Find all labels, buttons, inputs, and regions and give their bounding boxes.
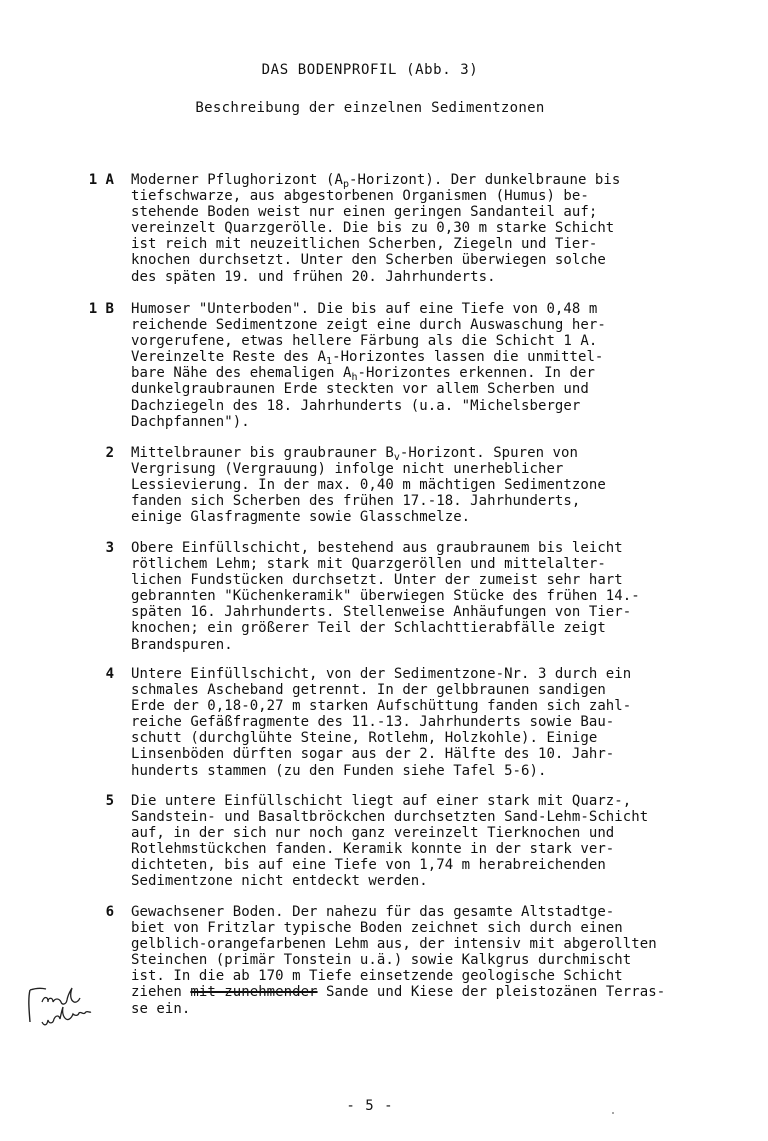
text-segment: fanden sich Scherben des frühen 17.-18. Jahrhunderts, bbox=[131, 493, 581, 510]
text-segment: rötlichem Lehm; stark mit Quarzgeröllen und mittelalter- bbox=[131, 556, 606, 573]
text-segment: gelblich-orangefarbenen Lehm aus, der intensiv mit abgerollten bbox=[131, 936, 657, 953]
text-line bbox=[131, 1001, 731, 1017]
scan-speck bbox=[612, 1112, 614, 1114]
text-line bbox=[131, 984, 731, 1000]
text-line bbox=[131, 698, 731, 714]
text-segment: einige Glasfragmente sowie Glasschmelze. bbox=[131, 509, 471, 526]
entry-text bbox=[131, 301, 731, 430]
text-segment: knochen; ein größerer Teil der Schlachttierabfälle zeigt bbox=[131, 620, 606, 637]
text-segment: -Horizontes lassen die unmittel- bbox=[332, 349, 604, 366]
text-line bbox=[131, 904, 731, 920]
text-line bbox=[131, 920, 731, 936]
text-segment: Humoser "Unterboden". Die bis auf eine Tiefe von 0,48 m bbox=[131, 301, 598, 317]
text-segment: -Horizont. Spuren von bbox=[399, 445, 578, 461]
text-segment: tiefschwarze, aus abgestorbenen Organismen (Humus) be- bbox=[131, 188, 589, 205]
text-segment: späten 16. Jahrhunderts. Stellenweise Anhäufungen von Tier- bbox=[131, 604, 632, 621]
text-line bbox=[131, 857, 731, 873]
text-segment: knochen durchsetzt. Unter den Scherben überwiegen solche bbox=[131, 252, 606, 269]
text-segment: reichende Sedimentzone zeigt eine durch Auswaschung her- bbox=[131, 317, 606, 334]
page-number: - 5 - bbox=[346, 1098, 394, 1114]
text-segment: -Horizont). Der dunkelbraune bis bbox=[349, 172, 621, 188]
text-line bbox=[131, 540, 731, 556]
text-line bbox=[131, 604, 731, 620]
text-segment: reiche Gefäßfragmente des 11.-13. Jahrhunderts sowie Bau- bbox=[131, 714, 615, 731]
text-segment: auf, in der sich nur noch ganz vereinzelt Tierknochen und bbox=[131, 825, 615, 842]
text-segment: Linsenböden dürften sogar aus der 2. Hälfte des 10. Jahr- bbox=[131, 746, 615, 763]
text-line bbox=[131, 588, 731, 604]
text-line bbox=[131, 936, 731, 952]
text-segment: Vergrisung (Vergrauung) infolge nicht unerheblicher bbox=[131, 461, 564, 478]
text-segment: Moderner Pflughorizont (A bbox=[131, 172, 343, 188]
entry-text bbox=[131, 904, 731, 1017]
page-title: DAS BODENPROFIL (Abb. 3) bbox=[261, 62, 479, 78]
text-line bbox=[131, 952, 731, 968]
text-segment: Vereinzelte Reste des A bbox=[131, 349, 327, 366]
text-line bbox=[131, 188, 731, 204]
text-segment: Sande und Kiese der pleistozänen Terras- bbox=[317, 984, 666, 1001]
entry-number: 3 bbox=[105, 540, 114, 556]
text-segment: vereinzelt Quarzgerölle. Die bis zu 0,30 m starke Schicht bbox=[131, 220, 615, 237]
text-line bbox=[131, 333, 731, 349]
text-segment: ziehen bbox=[131, 984, 191, 1001]
text-segment: Untere Einfüllschicht, von der Sedimentzone-Nr. 3 durch ein bbox=[131, 666, 632, 682]
text-line bbox=[131, 714, 731, 730]
text-line bbox=[131, 398, 731, 414]
text-segment: hunderts stammen (zu den Funden siehe Tafel 5-6). bbox=[131, 762, 547, 779]
text-segment: Erde der 0,18-0,27 m starken Aufschüttung fanden sich zahl- bbox=[131, 698, 632, 715]
text-line bbox=[131, 509, 731, 525]
text-line bbox=[131, 381, 731, 397]
subscript: v bbox=[393, 452, 400, 463]
text-line bbox=[131, 763, 731, 779]
text-segment: -Horizontes erkennen. In der bbox=[357, 365, 595, 382]
text-line bbox=[131, 666, 731, 682]
text-line bbox=[131, 301, 731, 317]
text-line bbox=[131, 809, 731, 825]
text-segment: biet von Fritzlar typische Boden zeichnet sich durch einen bbox=[131, 920, 623, 937]
text-line bbox=[131, 477, 731, 493]
text-line bbox=[131, 317, 731, 333]
text-line bbox=[131, 493, 731, 509]
text-line bbox=[131, 204, 731, 220]
text-segment: Mittelbrauner bis graubrauner B bbox=[131, 445, 394, 461]
text-segment: dichteten, bis auf eine Tiefe von 1,74 m herabreichenden bbox=[131, 857, 606, 874]
entry-text bbox=[131, 540, 731, 653]
text-line bbox=[131, 414, 731, 430]
text-line bbox=[131, 220, 731, 236]
text-segment: Sandstein- und Basaltbröckchen durchsetzten Sand-Lehm-Schicht bbox=[131, 809, 649, 826]
text-line bbox=[131, 172, 731, 188]
struck-text: mit zunehmender bbox=[190, 984, 318, 1001]
handwritten-note bbox=[20, 978, 130, 1030]
text-line bbox=[131, 365, 731, 384]
entry-text bbox=[131, 666, 731, 779]
entry-number: 6 bbox=[105, 904, 114, 920]
page-subtitle: Beschreibung der einzelnen Sedimentzonen bbox=[195, 100, 545, 116]
text-segment: schutt (durchglühte Steine, Rotlehm, Holzkohle). Einige bbox=[131, 730, 598, 747]
text-segment: stehende Boden weist nur einen geringen Sandanteil auf; bbox=[131, 204, 598, 221]
entry-text bbox=[131, 172, 731, 285]
text-segment: Rotlehmstückchen fanden. Keramik konnte in der stark ver- bbox=[131, 841, 615, 858]
text-segment: Brandspuren. bbox=[131, 636, 233, 653]
text-segment: Dachpfannen"). bbox=[131, 413, 250, 430]
subscript: 1 bbox=[326, 356, 333, 368]
subscript: p bbox=[342, 179, 350, 190]
text-line bbox=[131, 269, 731, 285]
text-segment: Dachziegeln des 18. Jahrhunderts (u.a. "Michelsberger bbox=[131, 397, 581, 414]
text-line bbox=[131, 730, 731, 746]
entry-number: 5 bbox=[105, 793, 114, 809]
text-line bbox=[131, 825, 731, 841]
text-segment: Steinchen (primär Tonstein u.ä.) sowie Kalkgrus durchmischt bbox=[131, 952, 632, 969]
text-line bbox=[131, 682, 731, 698]
subscript: h bbox=[351, 372, 358, 384]
entry-number: 1 A bbox=[88, 172, 114, 188]
text-segment: vorgerufene, etwas hellere Färbung als die Schicht 1 A. bbox=[131, 333, 598, 350]
text-line bbox=[131, 968, 731, 984]
text-segment: Gewachsener Boden. Der nahezu für das gesamte Altstadtge- bbox=[131, 904, 615, 920]
text-line bbox=[131, 620, 731, 636]
text-segment: lichen Fundstücken durchsetzt. Unter der zumeist sehr hart bbox=[131, 572, 623, 589]
text-segment: Obere Einfüllschicht, bestehend aus graubraunem bis leicht bbox=[131, 540, 623, 556]
text-line bbox=[131, 236, 731, 252]
text-line bbox=[131, 445, 731, 461]
text-line bbox=[131, 637, 731, 653]
entry-number: 1 B bbox=[88, 301, 114, 317]
text-line bbox=[131, 461, 731, 477]
entry-number: 2 bbox=[105, 445, 114, 461]
text-segment: dunkelgraubraunen Erde steckten vor allem Scherben und bbox=[131, 381, 589, 398]
entry-number: 4 bbox=[105, 666, 114, 682]
text-line bbox=[131, 349, 731, 368]
entry-text bbox=[131, 445, 731, 525]
text-line bbox=[131, 841, 731, 857]
text-segment: Die untere Einfüllschicht liegt auf einer stark mit Quarz-, bbox=[131, 793, 632, 809]
text-line bbox=[131, 572, 731, 588]
entry-text bbox=[131, 793, 731, 890]
text-line bbox=[131, 873, 731, 889]
text-segment: se ein. bbox=[131, 1000, 191, 1017]
text-segment: ist. In die ab 170 m Tiefe einsetzende geologische Schicht bbox=[131, 968, 623, 985]
text-line bbox=[131, 746, 731, 762]
text-line bbox=[131, 252, 731, 268]
text-line bbox=[131, 793, 731, 809]
text-line bbox=[131, 556, 731, 572]
text-segment: Sedimentzone nicht entdeckt werden. bbox=[131, 873, 428, 890]
text-segment: bare Nähe des ehemaligen A bbox=[131, 365, 352, 382]
text-segment: des späten 19. und frühen 20. Jahrhunderts. bbox=[131, 268, 496, 285]
text-segment: ist reich mit neuzeitlichen Scherben, Ziegeln und Tier- bbox=[131, 236, 598, 253]
text-segment: schmales Ascheband getrennt. In der gelbbraunen sandigen bbox=[131, 682, 606, 699]
text-segment: gebrannten "Küchenkeramik" überwiegen Stücke des frühen 14.- bbox=[131, 588, 640, 605]
text-segment: Lessievierung. In der max. 0,40 m mächtigen Sedimentzone bbox=[131, 477, 606, 494]
